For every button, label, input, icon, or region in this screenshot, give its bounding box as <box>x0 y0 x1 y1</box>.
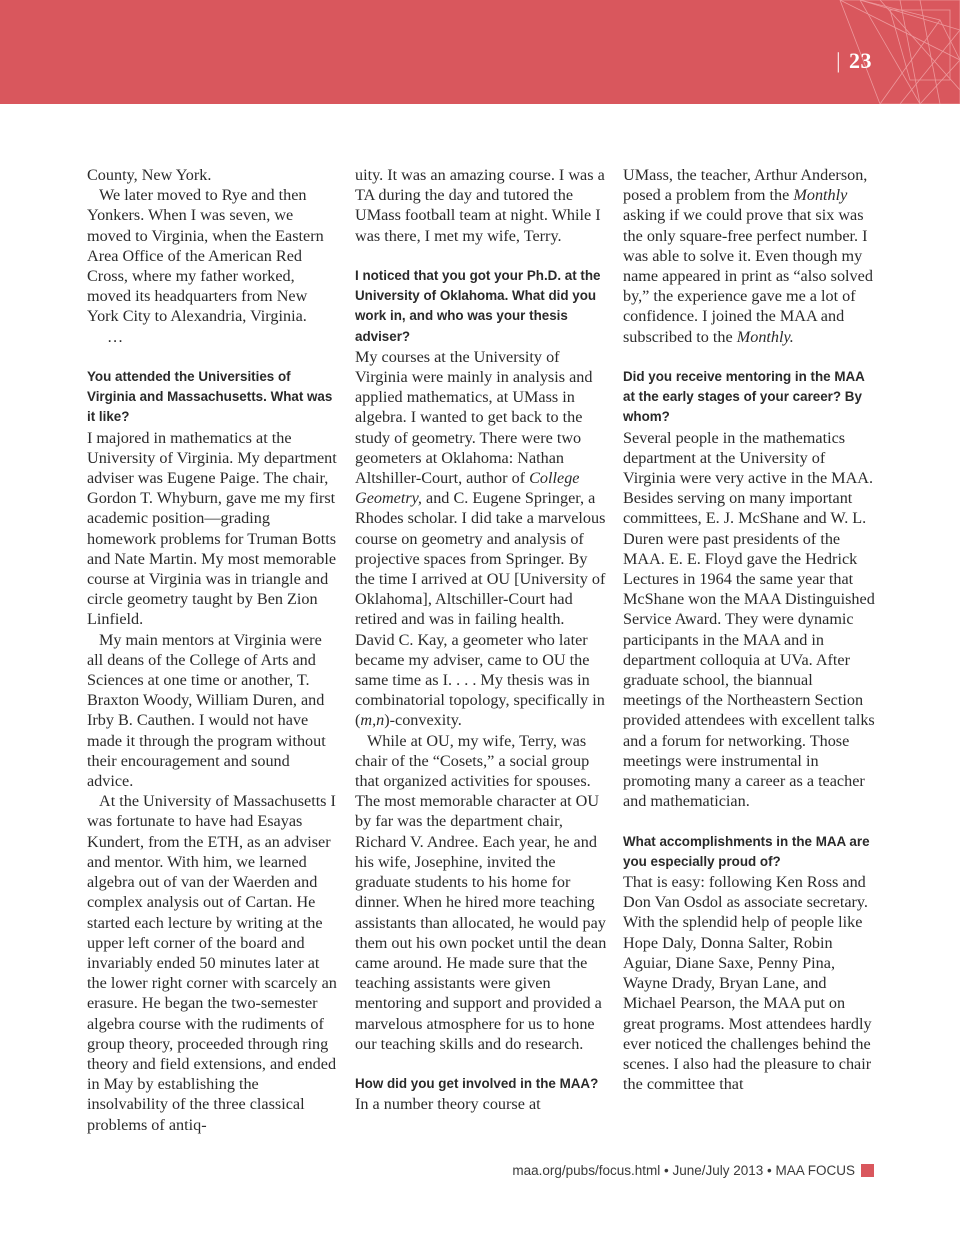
journal-title: Monthly <box>793 186 848 205</box>
footer-square-icon <box>861 1164 874 1177</box>
paragraph: My main mentors at Virginia were all deans of the College of Arts and Sciences at one time or another, T. Braxton Woody, William Duren, and Irby B. Cauthen. I would not have made it through the program without their encouragement and sound advice. <box>87 630 326 791</box>
book-title: College Geometry, <box>355 469 580 508</box>
interview-question: Did you receive mentoring in the MAA at the early stages of your career? By whom? <box>623 369 865 425</box>
text-column-3 <box>623 165 875 1094</box>
paragraph: While at OU, my wife, Terry, was chair of the “Cosets,” a social group that organized activities for spouses. The most memorable character at OU by far was the department chair, Richard V. Andree. Each year, he and his wife, Josephine, invited the graduate students to his home for dinner. When he hired more teaching assistants than allocated, he would pay them out his own pocket until the dean came around. He made sure that the teaching assistants were given mentoring and support and provided a marvelous atmosphere for us to hone our teaching skills and do research. <box>355 731 607 1053</box>
interview-question: You attended the Universities of Virginia and Massachusetts. What was it like? <box>87 369 333 425</box>
paragraph: I majored in mathematics at the University of Virginia. My department adviser was Eugene Paige. The chair, Gordon T. Whyburn, gave me my first academic position—grading homework problems for Truman Botts and Nate Martin. My most memorable course at Virginia was in triangle and circle geometry taught by Ben Zion Linfield. <box>87 428 337 629</box>
text-span: asking if we could prove that six was the only square-free perfect number. I was able to solve it. Even though my name appeared in print as “also solved by,” the experience gave me a lot of confidence. I joined the MAA and subscribed to the <box>623 206 873 346</box>
page-number-value: 23 <box>849 48 872 73</box>
journal-title: Monthly. <box>736 327 794 346</box>
paragraph: Several people in the mathematics department at the University of Virginia were very active in the MAA. Besides serving on many important committees, E. J. McShane and W. L. Duren were past presidents of the MAA. E. E. Floyd gave the Hedrick Lectures in 1964 the same year that McShane won the MAA Distinguished Service Award. They were dynamic participants in the MAA and in department colloquia at UVa. After graduate school, the biannual meetings of the Northeastern Section provided attendees with excellent talks and a forum for networking. Those meetings were instrumental in promoting many a career as a teacher and mathematician. <box>623 428 875 811</box>
paragraph <box>623 165 875 347</box>
paragraph: We later moved to Rye and then Yonkers. When I was seven, we moved to Virginia, when the Eastern Area Office of the American Red Cross, where my father worked, moved its headquarters from New York City to Alexandria, Virginia. <box>87 186 324 326</box>
page-footer <box>512 1163 874 1178</box>
page-number: | 23 <box>836 48 872 73</box>
paragraph: County, New York. <box>87 166 212 184</box>
footer-text: maa.org/pubs/focus.html • June/July 2013 • MAA FOCUS <box>512 1163 855 1178</box>
text-span: UMass, the teacher, Arthur Anderson, posed a problem from the <box>623 166 868 205</box>
text-span: My courses at the University of Virginia were mainly in analysis and applied mathematics, at UMass in algebra. I wanted to get back to the study of geometry. There were two geometers at Oklahoma: Nathan Altshiller-Court, author of <box>355 347 593 488</box>
interview-question: What accomplishments in the MAA are you especially proud of? <box>623 833 870 869</box>
text-span: and C. Eugene Springer, a Rhodes scholar. I did take a marvelous course on geometry and analysis of projective spaces from Springer. By the time I arrived at OU [University of Oklahoma], Altschiller-Court had retired and was in failing health. David C. Kay, a geometer who later became my adviser, came to OU the same time as I. . . . My thesis was in combinatorial topology, specifically in ( <box>355 489 606 730</box>
math-variable: n <box>376 711 385 730</box>
header-band <box>0 0 960 104</box>
paragraph: That is easy: following Ken Ross and Don Van Osdol as associate secretary. With the splendid help of people like Hope Daly, Donna Salter, Robin Aguiar, Diane Saxe, Penny Pina, Wayne Drady, Bryan Lane, and Michael Pearson, the MAA put on great programs. Most attendees hardly ever noticed the challenges behind the scenes. I also had the pleasure to chair the committee that <box>623 873 872 1094</box>
paragraph: uity. It was an amazing course. I was a TA during the day and tutored the UMass football team at night. While I was there, I met my wife, Terry. <box>355 166 605 245</box>
paragraph <box>355 347 607 731</box>
paragraph: In a number theory course at <box>355 1095 541 1114</box>
interview-question: How did you get involved in the MAA? <box>355 1076 599 1092</box>
text-column-2 <box>355 165 607 1115</box>
ellipsis: … <box>107 327 124 346</box>
text-span: , <box>372 711 377 730</box>
math-variable: m <box>360 711 373 730</box>
paragraph: At the University of Massachusetts I was fortunate to have had Esayas Kundert, from the ETH, as an adviser and mentor. With him, we learned algebra out of van der Waerden and complex analysis out of Cartan. He started each lecture by writing at the upper left corner of the board and invariably ended 50 minutes later at the lower right corner with scarcely an erasure. He began the two-semester algebra course with the rudiments of group theory, proceeded through ring theory and field extensions, and ended in May by establishing the insolvability of the three classical problems of antiq- <box>87 792 337 1134</box>
text-column-1 <box>87 165 339 1135</box>
interview-question: I noticed that you got your Ph.D. at the University of Oklahoma. What did you work in, and who was your thesis adviser? <box>355 268 601 344</box>
text-span: )-convexity. <box>384 711 462 730</box>
